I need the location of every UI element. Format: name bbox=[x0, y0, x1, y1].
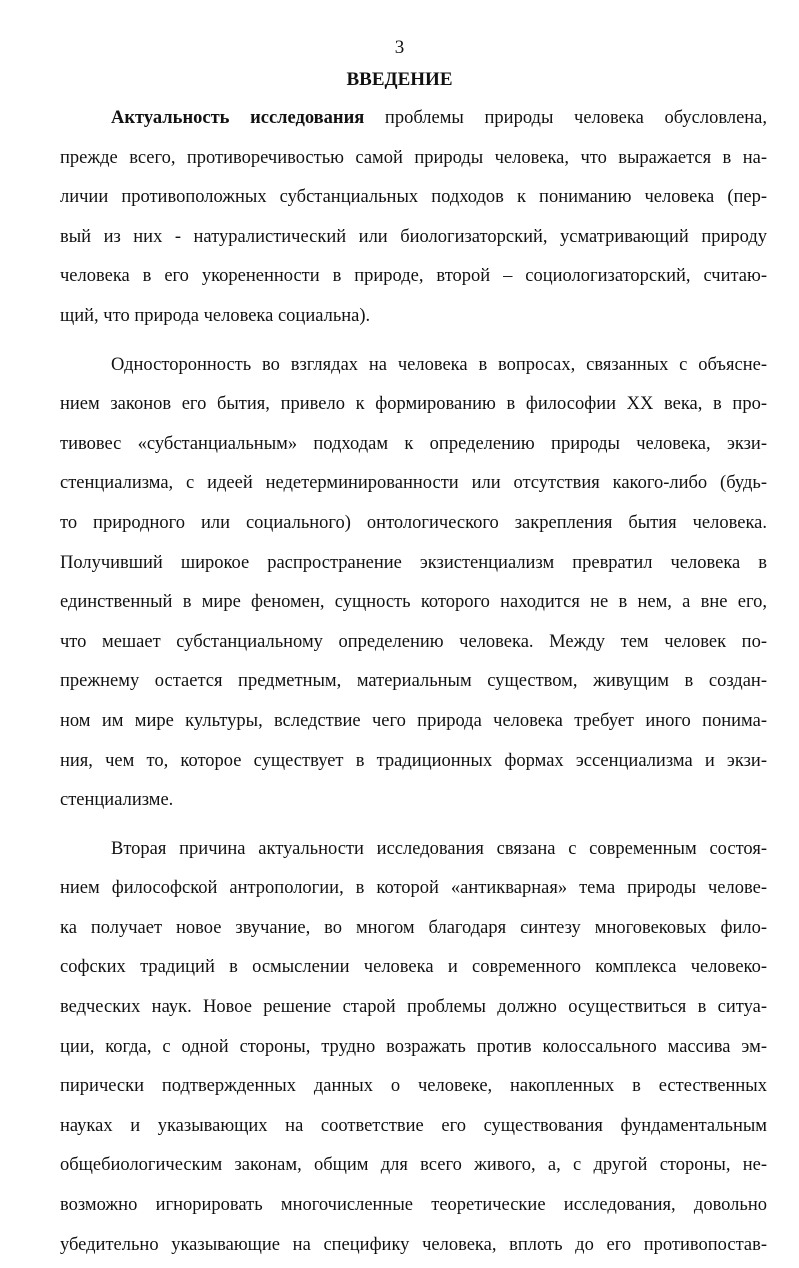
text-line: человека в его укорененности в природе, второй – социологизаторский, считаю- bbox=[60, 266, 767, 287]
body-text bbox=[60, 102, 767, 1268]
text-line: науках и указывающих на соответствие его существования фундаментальным bbox=[60, 1115, 767, 1136]
bold-lead-phrase: Актуальность исследования bbox=[111, 108, 365, 128]
text-line: прежде всего, противоречивостью самой природы человека, что выражается в на- bbox=[60, 147, 767, 168]
text-line bbox=[60, 102, 767, 142]
text-line: пирически подтвержденных данных о человеке, накопленных в естественных bbox=[60, 1076, 767, 1097]
text-line: прежнему остается предметным, материальным существом, живущим в создан- bbox=[60, 671, 767, 692]
text-line: стенциализме. bbox=[60, 790, 174, 811]
text-line: софских традиций в осмыслении человека и современного комплекса человеко- bbox=[60, 957, 767, 978]
text-line-rest: проблемы природы человека обусловлена, bbox=[384, 108, 768, 128]
text-line: нием философской антропологии, в которой «антикварная» тема природы челове- bbox=[60, 878, 767, 899]
text-line: возможно игнорировать многочисленные теоретические исследования, довольно bbox=[60, 1195, 767, 1216]
text-line: личии противоположных субстанциальных подходов к пониманию человека (пер- bbox=[60, 187, 767, 208]
text-line: щий, что природа человека социальна). bbox=[60, 305, 371, 326]
text-line: тивовес «субстанциальным» подходам к определению природы человека, экзи- bbox=[60, 433, 767, 454]
paragraph bbox=[60, 102, 767, 340]
text-line: стенциализма, с идеей недетерминированности или отсутствия какого-либо (будь- bbox=[60, 473, 767, 494]
text-line: Получивший широкое распространение экзистенциализм превратил человека в bbox=[60, 552, 767, 573]
section-heading: ВВЕДЕНИЕ bbox=[346, 69, 453, 90]
text-line: ния, чем то, которое существует в традиционных формах эссенциализма и экзи- bbox=[60, 750, 767, 771]
text-line: общебиологическим законам, общим для всего живого, а, с другой стороны, не- bbox=[60, 1155, 767, 1176]
text-line: ном им мире культуры, вследствие чего природа человека требует иного понима- bbox=[60, 710, 767, 731]
text-line: ции, когда, с одной стороны, трудно возражать против колоссального массива эм- bbox=[60, 1036, 767, 1057]
text-line: ведческих наук. Новое решение старой проблемы должно осуществиться в ситуа- bbox=[60, 997, 767, 1018]
paragraph bbox=[60, 833, 767, 1268]
text-line: то природного или социального) онтологического закрепления бытия человека. bbox=[60, 512, 767, 533]
text-line: вый из них - натуралистический или биологизаторский, усматривающий природу bbox=[60, 226, 767, 247]
page-number: 3 bbox=[394, 37, 405, 58]
text-line: Вторая причина актуальности исследования связана с современным состоя- bbox=[111, 838, 767, 859]
text-line: Односторонность во взглядах на человека в вопросах, связанных с объясне- bbox=[111, 354, 767, 375]
paragraph bbox=[60, 349, 767, 824]
text-line: что мешает субстанциальному определению человека. Между тем человек по- bbox=[60, 631, 767, 652]
text-line: единственный в мире феномен, сущность которого находится не в нем, а вне его, bbox=[60, 592, 767, 613]
text-line: нием законов его бытия, привело к формированию в философии XX века, в про- bbox=[60, 394, 767, 415]
text-line: убедительно указывающие на специфику человека, вплоть до его противопостав- bbox=[60, 1234, 767, 1255]
text-line: ка получает новое звучание, во многом благодаря синтезу многовековых фило- bbox=[60, 917, 767, 938]
